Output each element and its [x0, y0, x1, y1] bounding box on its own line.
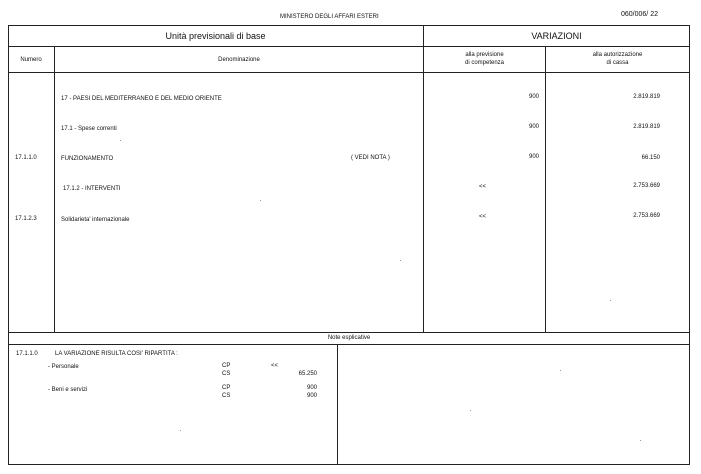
notes-title: Note esplicative — [327, 335, 371, 341]
row-cassa: 2.819.819 — [633, 124, 660, 130]
section-header-variazioni: VARIAZIONI — [531, 31, 582, 41]
col-header-competenza-line1: alla previsione — [465, 52, 504, 58]
row-denominazione: Solidarieta' internazionale — [61, 217, 130, 223]
row-denominazione: 17 - PAESI DEL MEDITERRANEO E DEL MEDIO ORIENTE — [61, 96, 222, 102]
notes-heading: LA VARIAZIONE RISULTA COSI' RIPARTITA : — [55, 351, 178, 357]
row-competenza: << — [479, 184, 487, 190]
notes-item-cs-value: 900 — [306, 393, 317, 399]
col-header-cassa-line1: alla autorizzazione — [592, 52, 643, 58]
row-cassa: 66.150 — [641, 155, 660, 161]
row-note-reference: ( VEDI NOTA ) — [351, 155, 390, 161]
row-competenza: 900 — [528, 124, 539, 130]
notes-item-cp-code: CP — [222, 363, 231, 369]
row-competenza: 900 — [528, 154, 539, 160]
notes-item-cp-value: << — [271, 363, 279, 369]
notes-item-label: - Personale — [48, 364, 79, 370]
row-numero: 17.1.2.3 — [15, 216, 37, 222]
notes-item-cs-code: CS — [222, 371, 231, 377]
notes-item-cs-code: CS — [222, 393, 231, 399]
ministry-title: MINISTERO DEGLI AFFARI ESTERI — [280, 14, 379, 20]
section-header-upb: Unità previsionali di base — [165, 31, 266, 41]
row-competenza: 900 — [528, 94, 539, 100]
col-header-cassa-line2: di cassa — [606, 60, 629, 66]
col-header-competenza-line2: di competenza — [464, 60, 505, 66]
row-denominazione: 17.1 - Spese correnti — [61, 126, 117, 132]
col-header-numero: Numero — [20, 57, 42, 63]
page-reference: 060/006/ 22 — [621, 11, 658, 18]
col-header-denominazione: Denominazione — [218, 57, 260, 63]
row-cassa: 2.819.819 — [633, 94, 660, 100]
row-denominazione: 17.1.2 - INTERVENTI — [63, 186, 121, 192]
row-cassa: 2.753.669 — [633, 183, 660, 189]
row-competenza: << — [479, 214, 487, 220]
row-cassa: 2.753.669 — [633, 213, 660, 219]
row-numero: 17.1.1.0 — [15, 155, 37, 161]
notes-item-cp-value: 900 — [306, 385, 317, 391]
notes-item-cp-code: CP — [222, 385, 231, 391]
notes-reference: 17.1.1.0 — [16, 351, 38, 357]
notes-item-label: - Beni e servizi — [48, 387, 88, 393]
row-denominazione: FUNZIONAMENTO — [61, 156, 114, 162]
notes-item-cs-value: 65.250 — [298, 371, 317, 377]
